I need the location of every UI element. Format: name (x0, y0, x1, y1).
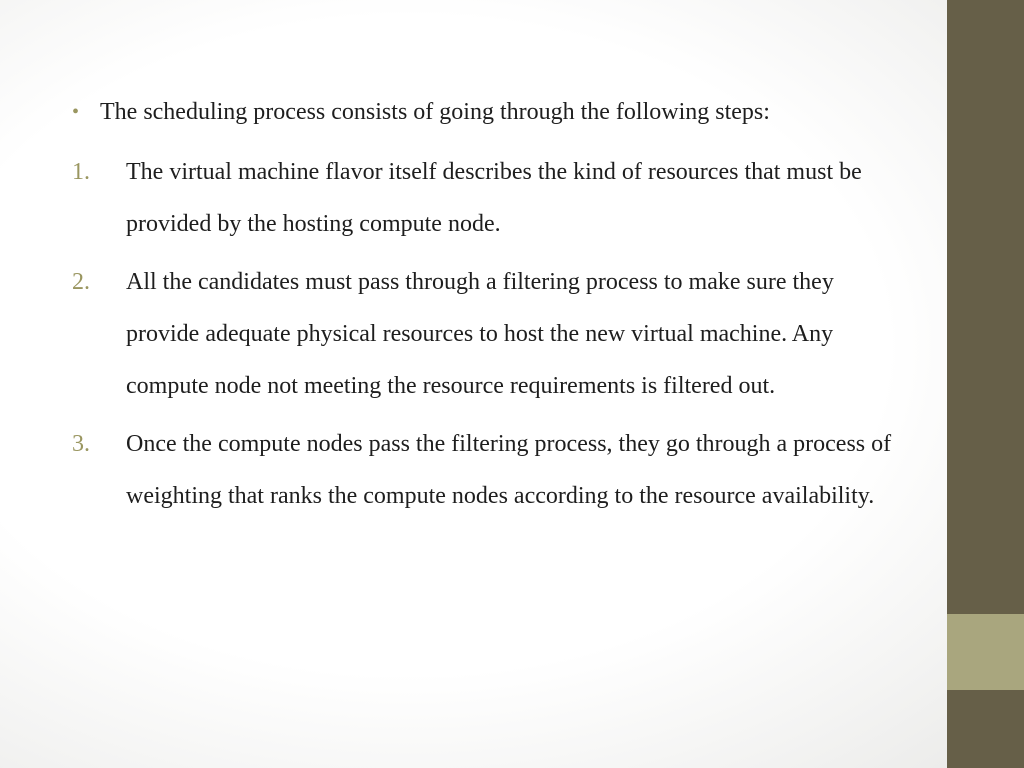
step-text: Once the compute nodes pass the filtering process, they go through a process of weighting that ranks the compute nodes according to the resource availability. (126, 431, 892, 509)
step-text: All the candidates must pass through a filtering process to make sure they provide adequate physical resources to host the new virtual machine. Any compute node not meeting the resource requirements is filtered out. (126, 269, 834, 399)
intro-text: The scheduling process consists of going through the following steps: (100, 99, 770, 125)
intro-bullet (72, 88, 922, 136)
step-item (72, 256, 922, 412)
step-text: The virtual machine flavor itself describes the kind of resources that must be provided by the hosting compute node. (126, 159, 862, 237)
step-item (72, 418, 922, 522)
step-number: 2. (72, 269, 90, 295)
step-number: 1. (72, 159, 90, 185)
decorative-sidebar-accent (947, 614, 1024, 690)
slide-content (72, 88, 922, 528)
step-number: 3. (72, 431, 90, 457)
bullet-icon: • (72, 101, 80, 123)
step-item (72, 146, 922, 250)
steps-list (72, 146, 922, 522)
